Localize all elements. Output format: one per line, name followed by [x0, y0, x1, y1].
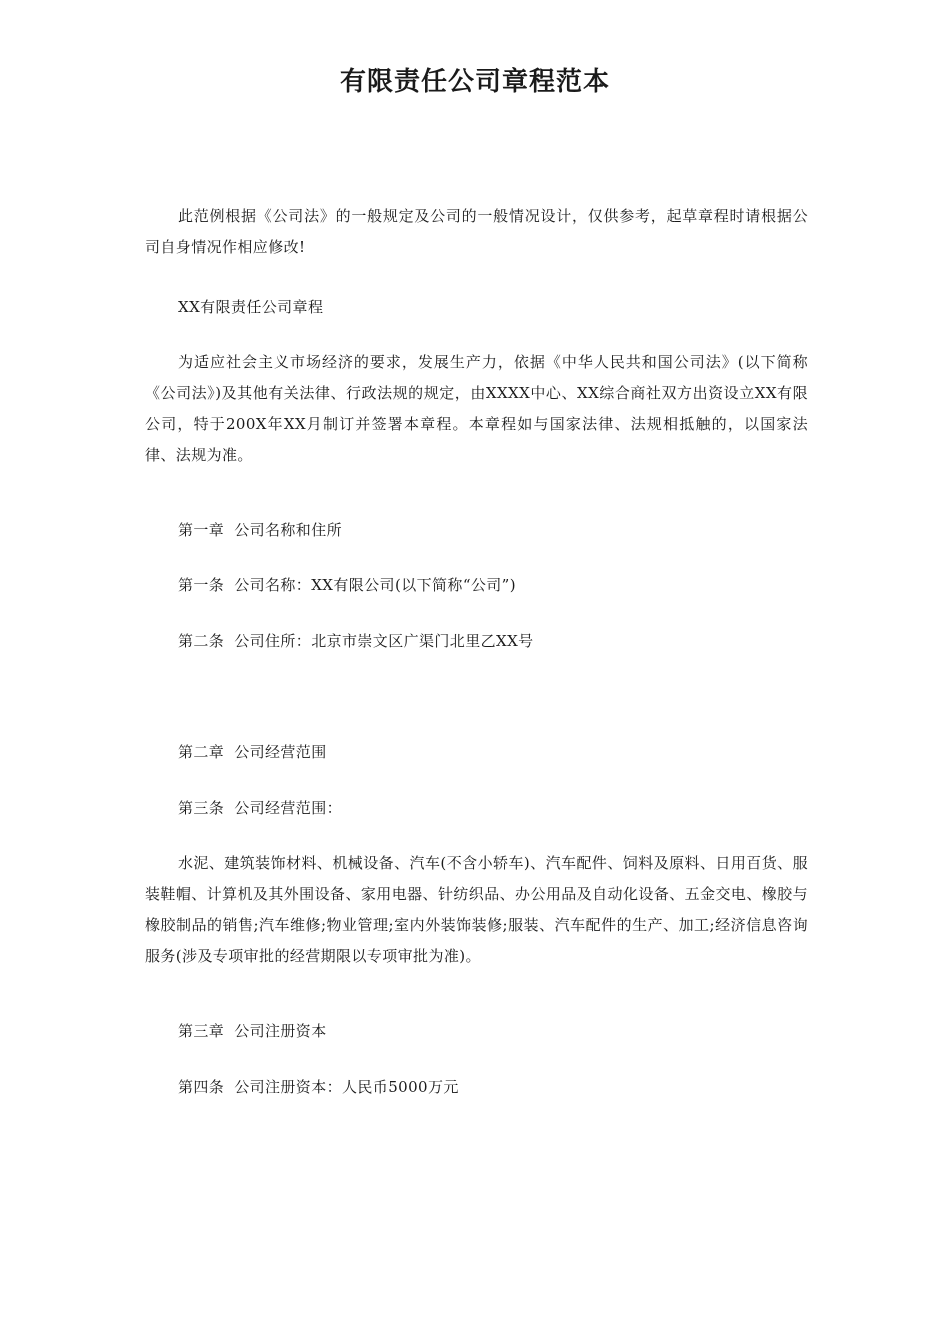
chapter-1-number: 第一章: [178, 521, 225, 539]
chapter-1-heading: [178, 515, 342, 546]
article-2-text: 公司住所：北京市崇文区广渠门北里乙XX号: [234, 632, 534, 650]
article-4: [178, 1072, 459, 1103]
business-scope-paragraph: 水泥、建筑装饰材料、机械设备、汽车(不含小轿车)、汽车配件、饲料及原料、日用百货、服装鞋帽、计算机及其外围设备、家用电器、针纺织品、办公用品及自动化设备、五金交电、橡胶与橡胶制品的销售;汽车维修;物业管理;室内外装饰装修;服装、汽车配件的生产、加工;经济信息咨询服务(涉及专项审批的经营期限以专项审批为准)。: [145, 854, 808, 965]
chapter-3-number: 第三章: [178, 1022, 225, 1040]
article-4-number: 第四条: [178, 1078, 225, 1096]
chapter-3-heading: [178, 1016, 327, 1047]
article-3-text: 公司经营范围：: [234, 799, 343, 817]
chapter-2-number: 第二章: [178, 743, 225, 761]
article-2: [178, 626, 534, 657]
article-3-number: 第三条: [178, 799, 225, 817]
article-4-text: 公司注册资本：人民币5000万元: [234, 1078, 459, 1096]
charter-title: XX有限责任公司章程: [178, 298, 324, 316]
chapter-2-title: 公司经营范围: [234, 743, 327, 761]
document-title: 有限责任公司章程范本: [339, 67, 610, 97]
chapter-3-title: 公司注册资本: [234, 1022, 327, 1040]
article-1-number: 第一条: [178, 576, 225, 594]
chapter-2-heading: [178, 737, 327, 768]
chapter-1-title: 公司名称和住所: [234, 521, 343, 539]
preamble-paragraph: 为适应社会主义市场经济的要求，发展生产力，依据《中华人民共和国公司法》(以下简称《公司法》)及其他有关法律、行政法规的规定，由XXXX中心、XX综合商社双方出资设立XX有限公司，特于200X年XX月制订并签署本章程。本章程如与国家法律、法规相抵触的，以国家法律、法规为准。: [145, 353, 808, 464]
intro-paragraph: 此范例根据《公司法》的一般规定及公司的一般情况设计，仅供参考，起草章程时请根据公司自身情况作相应修改!: [145, 207, 808, 256]
article-1: [178, 570, 516, 601]
article-2-number: 第二条: [178, 632, 225, 650]
article-3: [178, 793, 342, 824]
article-1-text: 公司名称：XX有限公司(以下简称“公司”): [234, 576, 517, 594]
